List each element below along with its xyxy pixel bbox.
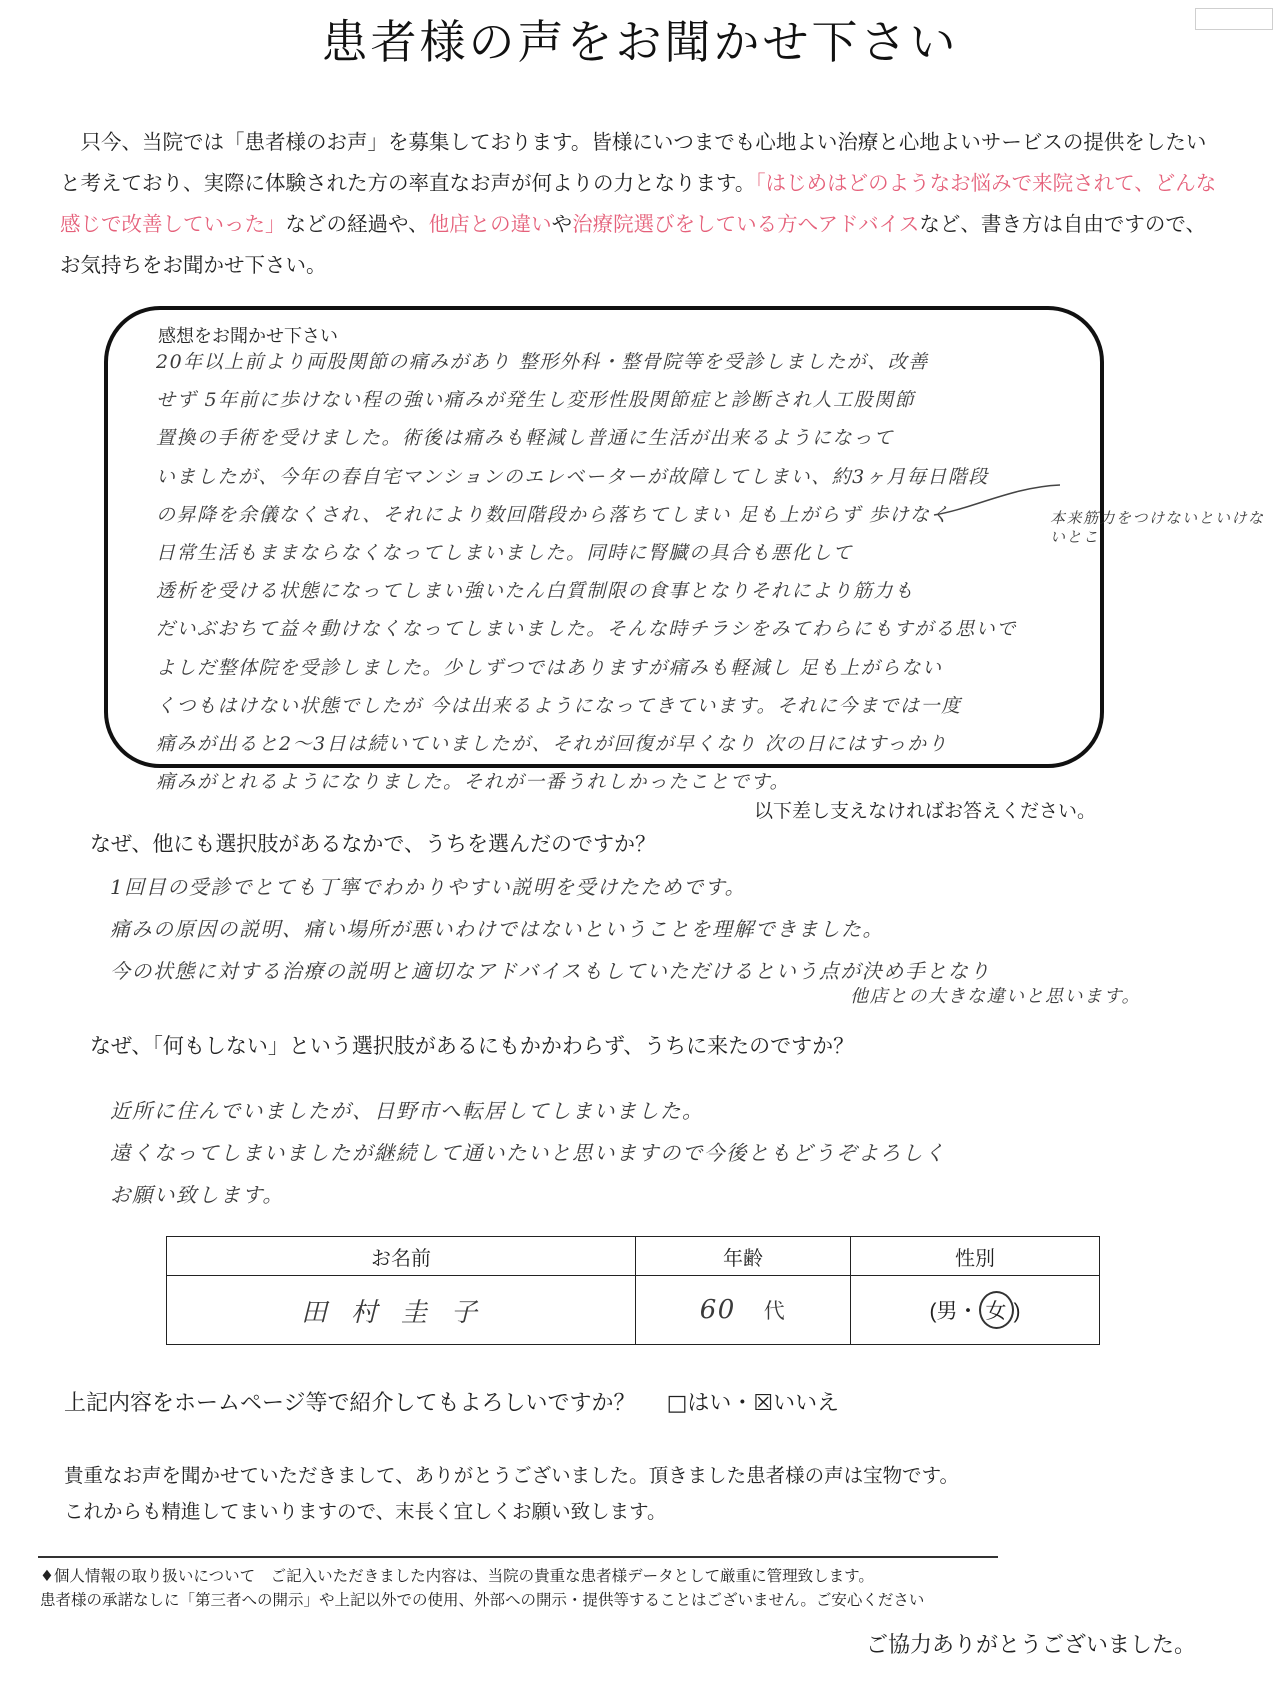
gender-close: ) <box>1013 1300 1021 1323</box>
age-suffix: 代 <box>763 1300 787 1323</box>
intro-text-3: や <box>551 212 573 236</box>
feedback-line: だいぶおちて益々動けなくなってしまいました。そんな時チラシをみてわらにもすがる思いで <box>156 618 1017 641</box>
privacy-line-2: 患者様の承諾なしに「第三者への開示」や上記以外での使用、外部への開示・提供等することはございません。ご安心ください <box>40 1591 925 1609</box>
divider <box>38 1556 998 1558</box>
answer-1-line: 今の状態に対する治療の説明と適切なアドバイスもしていただけるという点が決め手となり <box>110 959 991 983</box>
feedback-line: の昇降を余儀なくされ、それにより数回階段から落ちてしまい 足も上がらず 歩けなく <box>156 503 952 526</box>
margin-arrow-icon <box>932 479 1062 519</box>
intro-highlight-2: 他店との違い <box>428 212 552 236</box>
answer-2 <box>110 1090 1190 1216</box>
intro-highlight-1: 「はじめはどのようなお悩みで来院されて、どんな感じで改善していった」 <box>60 171 1217 236</box>
intro-paragraph <box>60 122 1220 286</box>
consent-yes-label: はい・ <box>687 1391 754 1416</box>
feedback-line: くつもはけない状態でしたが 今は出来るようになってきています。それに今までは一度 <box>156 694 962 717</box>
gender-female-circled: 女 <box>979 1291 1014 1329</box>
gender-male: 男 <box>936 1300 958 1323</box>
answer-2-line: 遠くなってしまいましたが継続して通いたいと思いますので今後ともどうぞよろしく <box>110 1141 946 1165</box>
feedback-line: 痛みが出ると2〜3日は続いていましたが、それが回復が早くなり 次の日にはすっかり <box>156 733 949 756</box>
question-1: なぜ、他にも選択肢があるなかで、うちを選んだのですか？ <box>90 832 656 856</box>
patient-info-table <box>166 1236 1100 1345</box>
intro-text-4: など、書き方は自由ですので、お気持ちをお聞かせ下さい。 <box>60 212 1206 277</box>
gender-options <box>930 1291 1021 1329</box>
optional-note: 以下差し支えなければお答えください。 <box>753 800 1096 822</box>
answer-1-line: 痛みの原因の説明、痛い場所が悪いわけではないということを理解できました。 <box>110 917 884 941</box>
feedback-line: 置換の手術を受けました。術後は痛みも軽減し普通に生活が出来るようになって <box>156 427 895 450</box>
gender-open: ( <box>929 1300 937 1323</box>
feedback-handwriting <box>156 343 1096 801</box>
gender-separator: ・ <box>957 1300 979 1323</box>
privacy-notice <box>40 1564 924 1612</box>
margin-note <box>1050 509 1270 547</box>
consent-no-label: いいえ <box>773 1391 840 1416</box>
table-header-row <box>167 1237 1100 1276</box>
consent-yes-checkbox[interactable]: □ <box>666 1391 688 1416</box>
privacy-line-1: ♦個人情報の取り扱いについて ご記入いただきました内容は、当院の貴重な患者様データとして厳重に管理致します。 <box>40 1567 874 1585</box>
consent-no-checkbox[interactable]: ☒ <box>753 1391 774 1416</box>
closing-message: ご協力ありがとうございました。 <box>865 1633 1196 1658</box>
margin-note-text: 本来筋力をつけないといけないとこ <box>1050 509 1265 546</box>
feedback-line: 痛みがとれるようになりました。それが一番うれしかったことです。 <box>156 771 790 794</box>
age-value: 60 <box>699 1295 736 1325</box>
thanks-line-2: これからも精進してまいりますので、末長く宜しくお願い致します。 <box>64 1500 667 1523</box>
age-header: 年齢 <box>636 1237 851 1276</box>
consent-question: 上記内容をホームページ等で紹介してもよろしいですか？ <box>64 1391 636 1416</box>
thanks-line-1: 貴重なお声を聞かせていただきまして、ありがとうございました。頂きました患者様の声は宝物です。 <box>64 1464 960 1487</box>
thanks-message <box>64 1458 959 1530</box>
gender-cell <box>851 1276 1100 1345</box>
consent-row <box>64 1386 839 1417</box>
feedback-line: せず 5年前に歩けない程の強い痛みが発生し変形性股関節症と診断され人工股関節 <box>156 389 916 412</box>
answer-2-line: 近所に住んでいましたが、日野市へ転居してしまいました。 <box>110 1099 704 1123</box>
gender-header: 性別 <box>851 1237 1100 1276</box>
feedback-label: 感想をお聞かせ下さい <box>158 326 338 347</box>
question-2: なぜ、「何もしない」という選択肢があるにもかかわらず、うちに来たのですか？ <box>90 1034 855 1058</box>
feedback-line: よしだ整体院を受診しました。少しずつではありますが痛みも軽減し 足も上がらない <box>156 656 943 679</box>
feedback-line: 透析を受ける状態になってしまい強いたん白質制限の食事となりそれにより筋力も <box>156 580 915 603</box>
intro-highlight-3: 治療院選びをしている方へアドバイス <box>572 212 920 236</box>
age-cell <box>636 1276 851 1345</box>
name-value: 田村圭子 <box>300 1297 501 1328</box>
answer-2-line: お願い致します。 <box>110 1183 285 1207</box>
feedback-line: いましたが、今年の春自宅マンションのエレベーターが故障してしまい、約3ヶ月毎日階段 <box>156 465 989 488</box>
feedback-line: 日常生活もままならなくなってしまいました。同時に腎臓の具合も悪化して <box>156 542 854 565</box>
name-header: お名前 <box>167 1237 636 1276</box>
feedback-line: 20年以上前より両股関節の痛みがあり 整形外科・整骨院等を受診しましたが、改善 <box>156 351 929 373</box>
answer-1-line: 1回目の受診でとても丁寧でわかりやすい説明を受けたためです。 <box>110 875 747 899</box>
table-value-row <box>167 1276 1100 1345</box>
answer-1 <box>110 866 1190 1006</box>
page-title: 患者様の声をお聞かせ下さい <box>321 15 959 69</box>
answer-1-note: 他店との大きな違いと思います。 <box>850 986 1142 1007</box>
intro-text-1: 只今、当院では「患者様のお声」を募集しております。皆様にいつまでも心地よい治療と心地よいサービスの提供をしたいと考えており、実際に体験された方の率直なお声が何よりの力となります。 <box>60 130 1207 195</box>
intro-text-2: などの経過や、 <box>285 212 429 236</box>
name-cell <box>167 1276 636 1345</box>
